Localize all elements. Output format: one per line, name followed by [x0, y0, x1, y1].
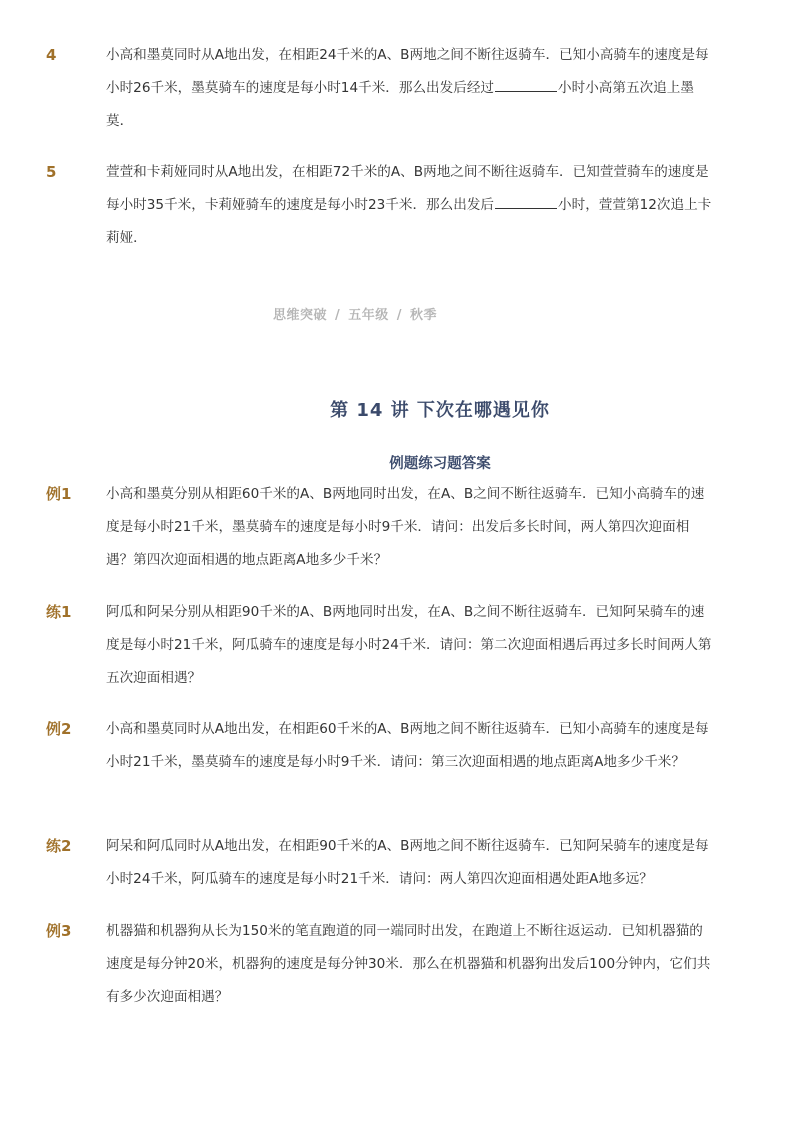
example-label: 例1 — [46, 485, 72, 503]
problem-number: 5 — [46, 163, 57, 181]
example-text: 小高和墨莫同时从A地出发，在相距60千米的A、B两地之间不断往返骑车．已知小高骑车的速度是每小时21千米，墨莫骑车的速度是每小时9千米．请问：第三次迎面相遇的地点距离A地多少千米？ — [106, 721, 709, 770]
footer-series: 思维突破 — [272, 308, 327, 323]
answer-blank[interactable] — [495, 75, 557, 92]
example-text: 小高和墨莫分别从相距60千米的A、B两地同时出发，在A、B之间不断往返骑车．已知小高骑车的速度是每小时21千米，墨莫骑车的速度是每小时9千米．请问：出发后多长时间，两人第四次迎面相遇？第四次迎面相遇的地点距离A地多少千米？ — [106, 486, 705, 568]
problem-text — [106, 39, 716, 138]
page-footer — [0, 304, 710, 323]
example-label: 例2 — [46, 720, 72, 738]
problem-text — [106, 156, 716, 255]
footer-separator: / — [396, 308, 402, 323]
example-label: 练1 — [46, 603, 72, 621]
section-title: 例题练习题答案 — [389, 456, 491, 472]
lecture-title: 第 14 讲 下次在哪遇见你 — [330, 400, 550, 421]
problem-text-after: 小时，萱萱第12次追上卡莉娅． — [106, 197, 712, 246]
answer-blank[interactable] — [495, 192, 557, 209]
example-text: 机器猫和机器狗从长为150米的笔直跑道的同一端同时出发，在跑道上不断往返运动．已知机器猫的速度是每分钟20米，机器狗的速度是每分钟30米．那么在机器猫和机器狗出发后100分钟内，它们共有多少次迎面相遇？ — [106, 923, 711, 1005]
example-label: 例3 — [46, 922, 72, 940]
example-text: 阿瓜和阿呆分别从相距90千米的A、B两地同时出发，在A、B之间不断往返骑车．已知阿呆骑车的速度是每小时21千米，阿瓜骑车的速度是每小时24千米．请问：第二次迎面相遇后再过多长时间两人第五次迎面相遇？ — [106, 604, 712, 686]
problem-text-before: 小高和墨莫同时从A地出发，在相距24千米的A、B两地之间不断往返骑车．已知小高骑车的速度是每小时26千米，墨莫骑车的速度是每小时14千米．那么出发后经过 — [106, 47, 709, 96]
footer-season: 秋季 — [410, 308, 438, 323]
problem-text-after: 小时小高第五次追上墨莫． — [106, 80, 694, 129]
example-label: 练2 — [46, 837, 72, 855]
problem-number: 4 — [46, 46, 57, 64]
footer-grade: 五年级 — [348, 308, 389, 323]
example-text: 阿呆和阿瓜同时从A地出发，在相距90千米的A、B两地之间不断往返骑车．已知阿呆骑车的速度是每小时24千米，阿瓜骑车的速度是每小时21千米．请问：两人第四次迎面相遇处距A地多远？ — [106, 838, 709, 887]
problem-text-before: 萱萱和卡莉娅同时从A地出发，在相距72千米的A、B两地之间不断往返骑车．已知萱萱骑车的速度是每小时35千米，卡莉娅骑车的速度是每小时23千米．那么出发后 — [106, 164, 709, 213]
footer-separator: / — [334, 308, 341, 323]
